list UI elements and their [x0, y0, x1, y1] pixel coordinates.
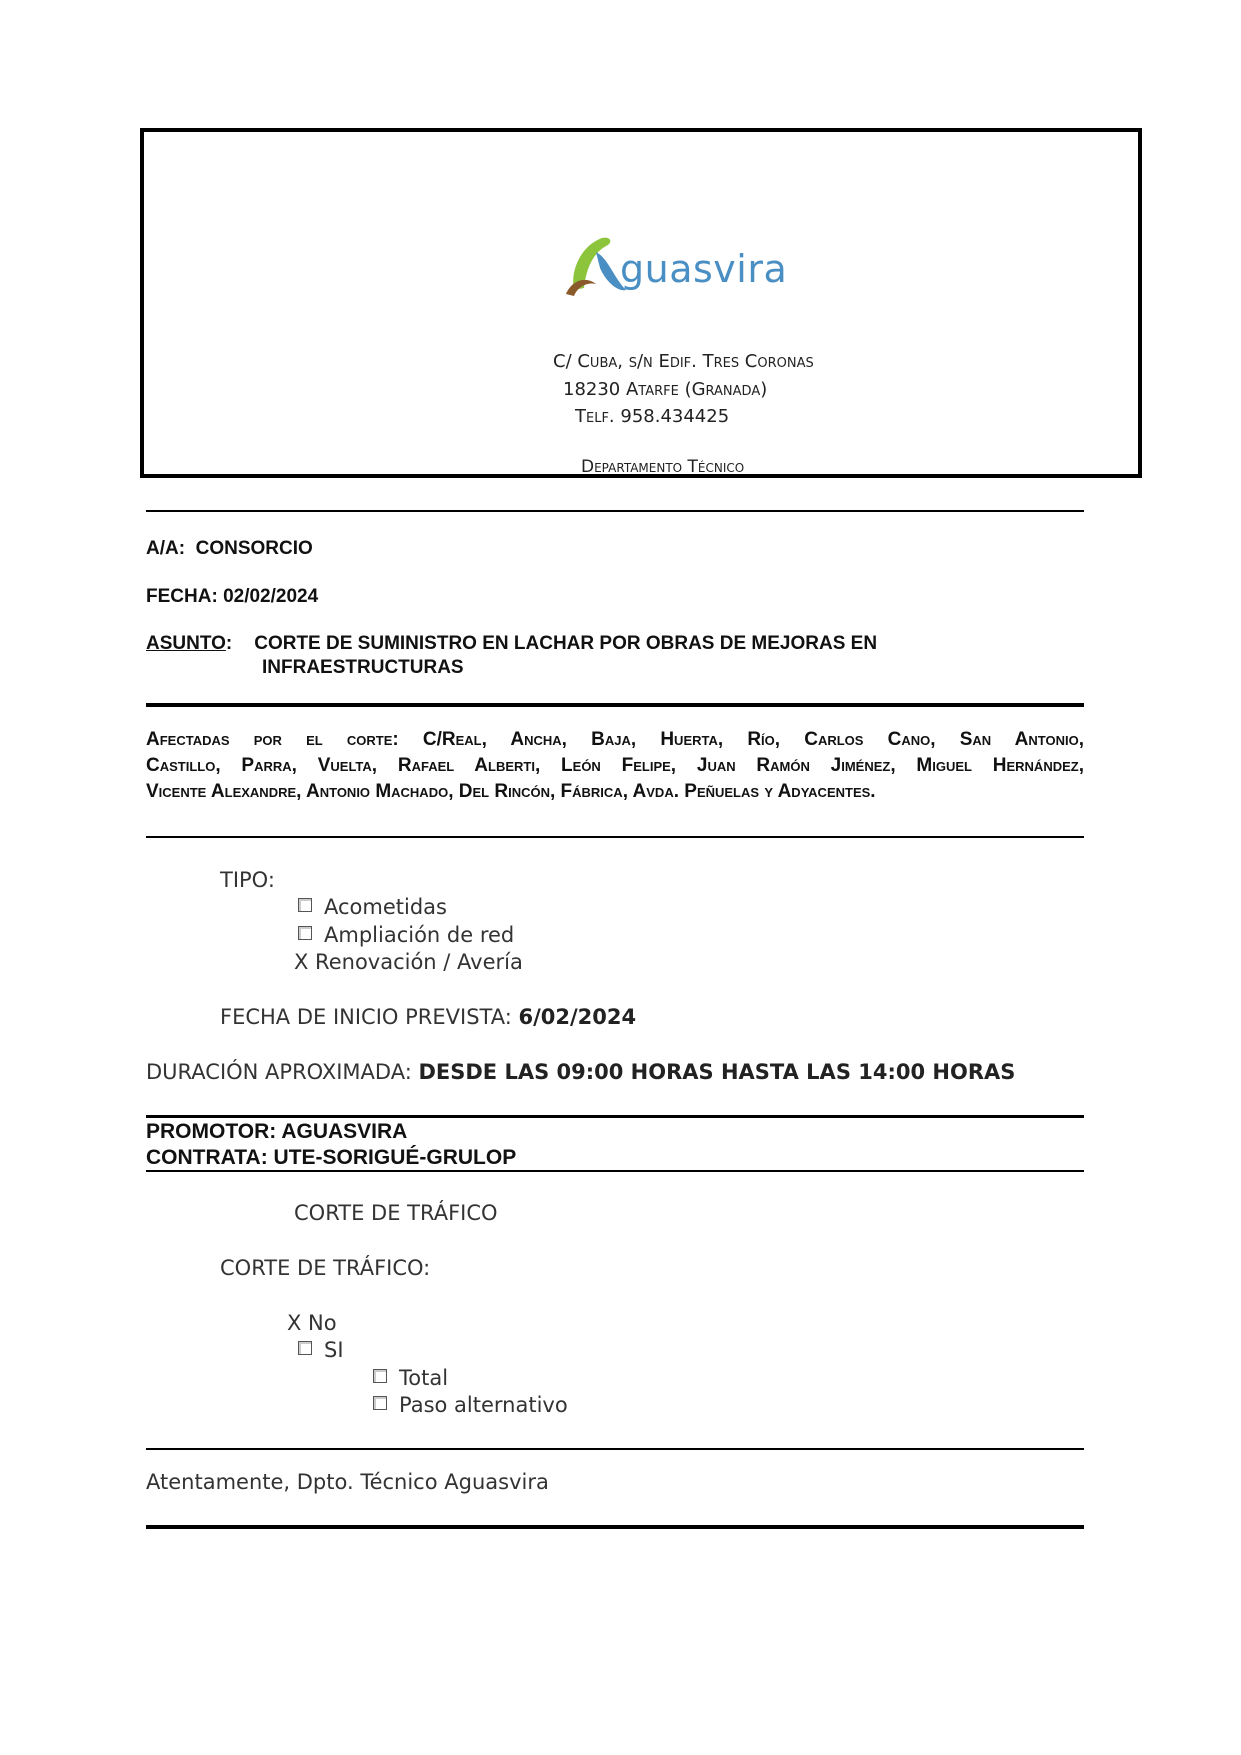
to-value: CONSORCIO: [195, 538, 313, 559]
subject-text: CORTE DE SUMINISTRO EN LACHAR POR OBRAS DE MEJORAS EN: [254, 633, 878, 654]
closing-signature: Atentamente, Dpto. Técnico Aguasvira: [146, 1470, 549, 1494]
tipo-option-ampliacion: Ampliación de red: [298, 923, 514, 947]
duration-value: DESDE LAS 09:00 HORAS HASTA LAS 14:00 HORAS: [418, 1060, 1016, 1084]
tipo-label: TIPO:: [220, 868, 275, 892]
divider-thick: [146, 1525, 1084, 1529]
traffic-option-alternativo: Paso alternativo: [373, 1393, 568, 1417]
checkbox-icon: [373, 1369, 387, 1383]
divider: [146, 1170, 1084, 1172]
subject-colon: :: [225, 633, 233, 654]
affected-line: Afectadas por el corte: C/Real, Ancha, Baja, Huerta, Río, Carlos Cano, San Antonio,: [146, 729, 1084, 750]
affected-streets: [146, 727, 1084, 805]
checkbox-icon: [373, 1396, 387, 1410]
date-label: FECHA:: [146, 586, 218, 607]
affected-line: Castillo, Parra, Vuelta, Rafael Alberti, León Felipe, Juan Ramón Jiménez, Miguel Hernández,: [146, 755, 1084, 776]
start-date: [220, 1005, 636, 1029]
traffic-option-total: Total: [373, 1366, 448, 1390]
to-field: [146, 538, 313, 560]
duration: [146, 1060, 1015, 1084]
subject-label: ASUNTO: [146, 633, 226, 654]
divider-thick: [146, 703, 1084, 707]
address-street: C/ Cuba, s/n Edif. Tres Coronas: [553, 351, 814, 372]
subject-line2: INFRAESTRUCTURAS: [262, 657, 464, 678]
date-field: [146, 586, 318, 608]
address-city: 18230 Atarfe (Granada): [563, 379, 768, 400]
affected-line: Vicente Alexandre, Antonio Machado, Del Rincón, Fábrica, Avda. Peñuelas y Adyacentes.: [146, 781, 876, 802]
checkbox-icon: [298, 926, 312, 940]
divider: [146, 1448, 1084, 1450]
address-phone: Telf. 958.434425: [575, 406, 730, 427]
divider-thick: [146, 1115, 1084, 1118]
tipo-option-acometidas: Acometidas: [298, 895, 447, 919]
promoter-line: PROMOTOR: AGUASVIRA: [146, 1120, 408, 1143]
traffic-option-no: X No: [287, 1311, 337, 1335]
divider: [146, 836, 1084, 838]
logo-wordmark: guasvira: [620, 247, 788, 291]
checkbox-icon: [298, 1341, 312, 1355]
date-value: 02/02/2024: [223, 586, 319, 607]
traffic-heading: CORTE DE TRÁFICO: [294, 1201, 498, 1225]
department-label: Departamento Técnico: [581, 457, 745, 477]
tipo-option-renovacion: X Renovación / Avería: [294, 950, 523, 974]
traffic-label: CORTE DE TRÁFICO:: [220, 1256, 431, 1280]
traffic-option-si: SI: [298, 1338, 344, 1362]
divider: [146, 510, 1084, 512]
start-date-value: 6/02/2024: [518, 1005, 637, 1029]
to-label: A/A:: [146, 538, 186, 559]
start-date-label: FECHA DE INICIO PREVISTA:: [220, 1005, 519, 1029]
checkbox-icon: [298, 898, 312, 912]
subject-line1: [146, 633, 877, 655]
contractor-line: CONTRATA: UTE-SORIGUÉ-GRULOP: [146, 1146, 517, 1169]
duration-label: DURACIÓN APROXIMADA:: [146, 1060, 419, 1084]
